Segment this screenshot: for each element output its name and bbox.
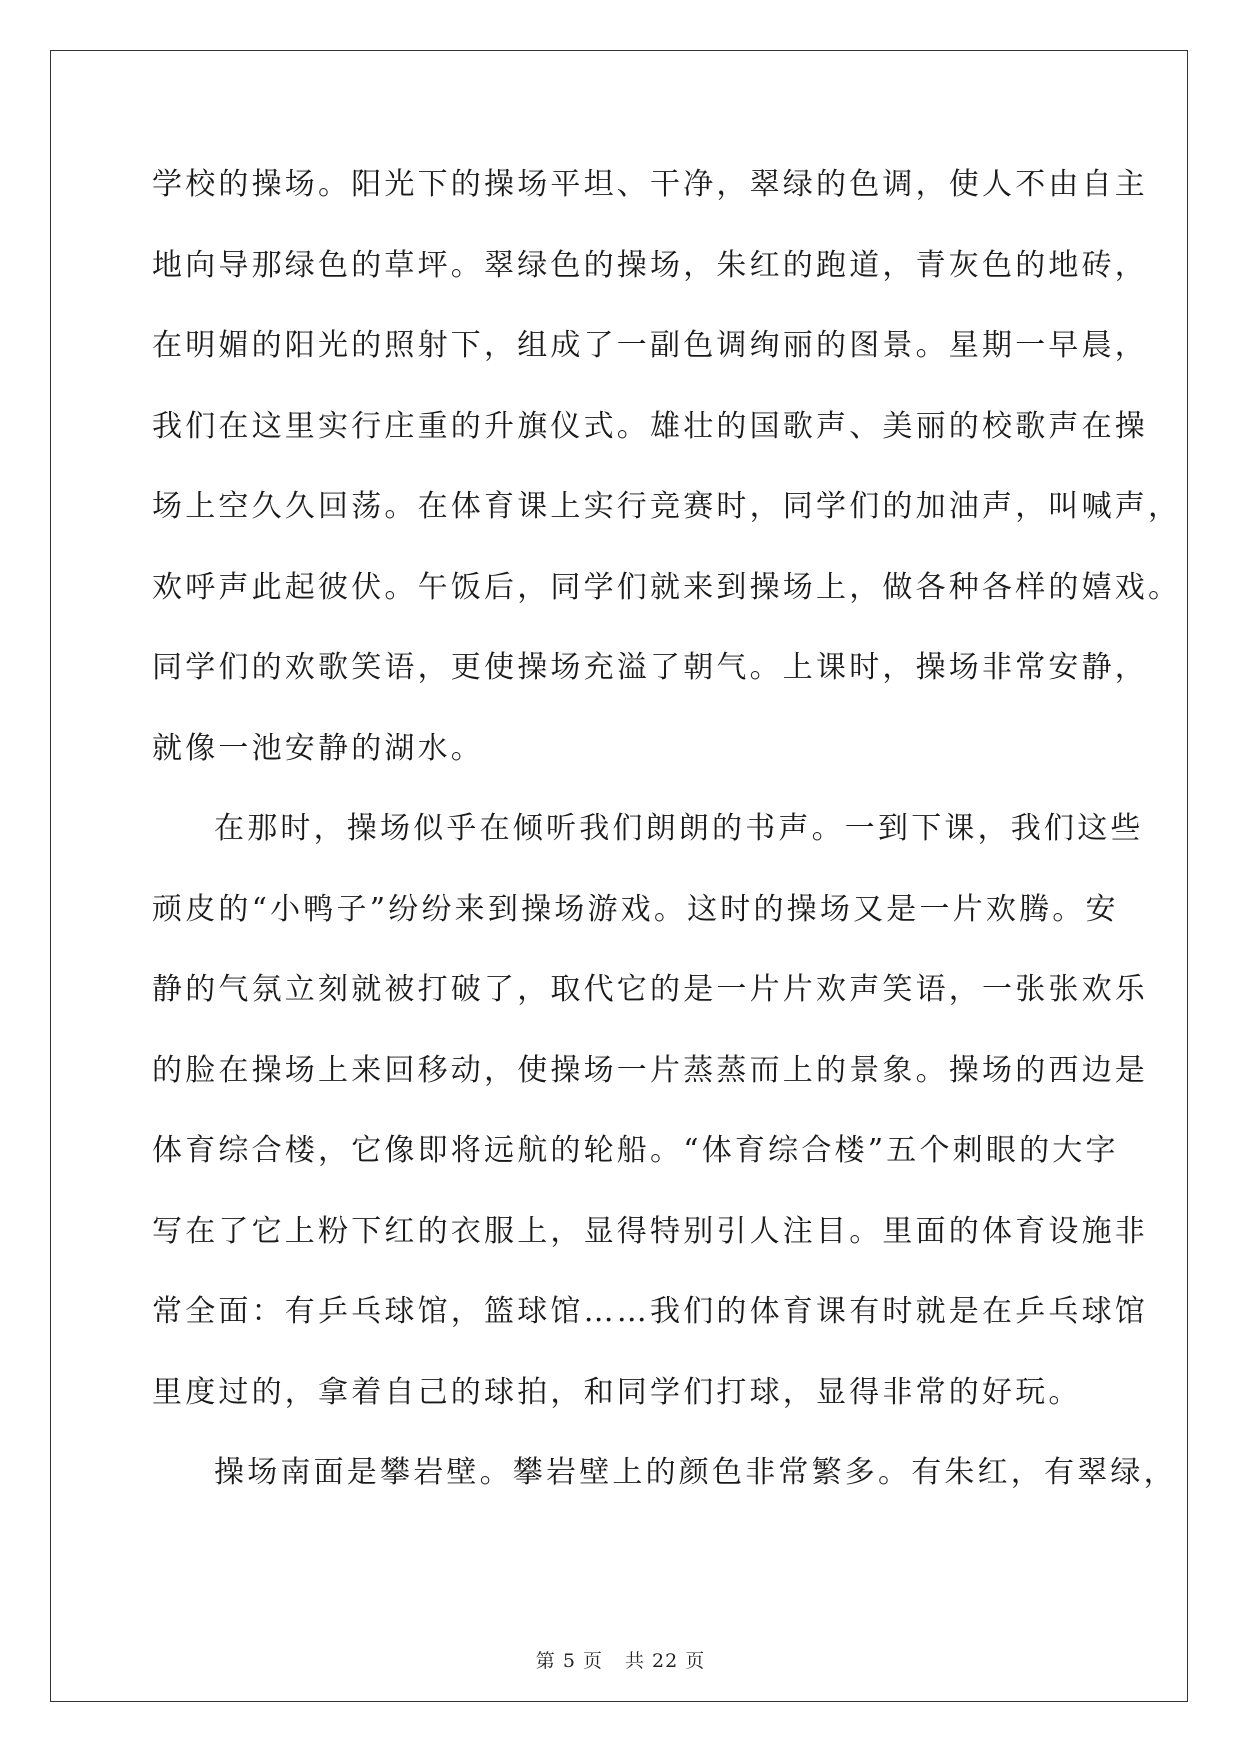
text-line: 同学们的欢歌笑语，更使操场充溢了朝气。上课时，操场非常安静， — [152, 650, 1148, 685]
text-line: 写在了它上粉下红的衣服上，显得特别引人注目。里面的体育设施非 — [152, 1213, 1148, 1249]
paragraph-start-line: 在那时，操场似乎在倾听我们朗朗的书声。一到下课，我们这些 — [214, 811, 1144, 846]
text-line: 静的气氛立刻就被打破了，取代它的是一片片欢声笑语，一张张欢乐 — [152, 972, 1148, 1007]
text-line: 我们在这里实行庄重的升旗仪式。雄壮的国歌声、美丽的校歌声在操 — [152, 408, 1148, 444]
text-line: 顽皮的“小鸭子”纷纷来到操场游戏。这时的操场又是一片欢腾。安 — [152, 891, 1119, 927]
text-line: 在明媚的阳光的照射下，组成了一副色调绚丽的图景。星期一早晨， — [152, 328, 1148, 363]
page-footer — [0, 1646, 1241, 1673]
text-line: 就像一池安静的湖水。 — [152, 730, 484, 766]
text-line: 场上空久久回荡。在体育课上实行竞赛时，同学们的加油声，叫喊声， — [152, 489, 1182, 524]
text-line: 里度过的，拿着自己的球拍，和同学们打球，显得非常的好玩。 — [152, 1374, 1082, 1410]
text-line: 体育综合楼，它像即将远航的轮船。“体育综合楼”五个刺眼的大字 — [152, 1133, 1119, 1168]
text-line: 的脸在操场上来回移动，使操场一片蒸蒸而上的景象。操场的西边是 — [152, 1052, 1148, 1088]
text-line: 学校的操场。阳光下的操场平坦、干净，翠绿的色调，使人不由自主 — [152, 167, 1148, 202]
text-line: 常全面：有乒乓球馆，篮球馆……我们的体育课有时就是在乒乓球馆 — [152, 1294, 1148, 1329]
text-line: 欢呼声此起彼伏。午饭后，同学们就来到操场上，做各种各样的嬉戏。 — [152, 569, 1182, 605]
body-text — [152, 162, 1182, 1531]
page-total: 共 22 页 — [624, 1650, 706, 1672]
page-number: 第 5 页 — [535, 1650, 603, 1672]
paragraph-start-line: 操场南面是攀岩壁。攀岩壁上的颜色非常繁多。有朱红，有翠绿， — [214, 1455, 1177, 1490]
text-line: 地向导那绿色的草坪。翠绿色的操场，朱红的跑道，青灰色的地砖， — [152, 247, 1148, 283]
